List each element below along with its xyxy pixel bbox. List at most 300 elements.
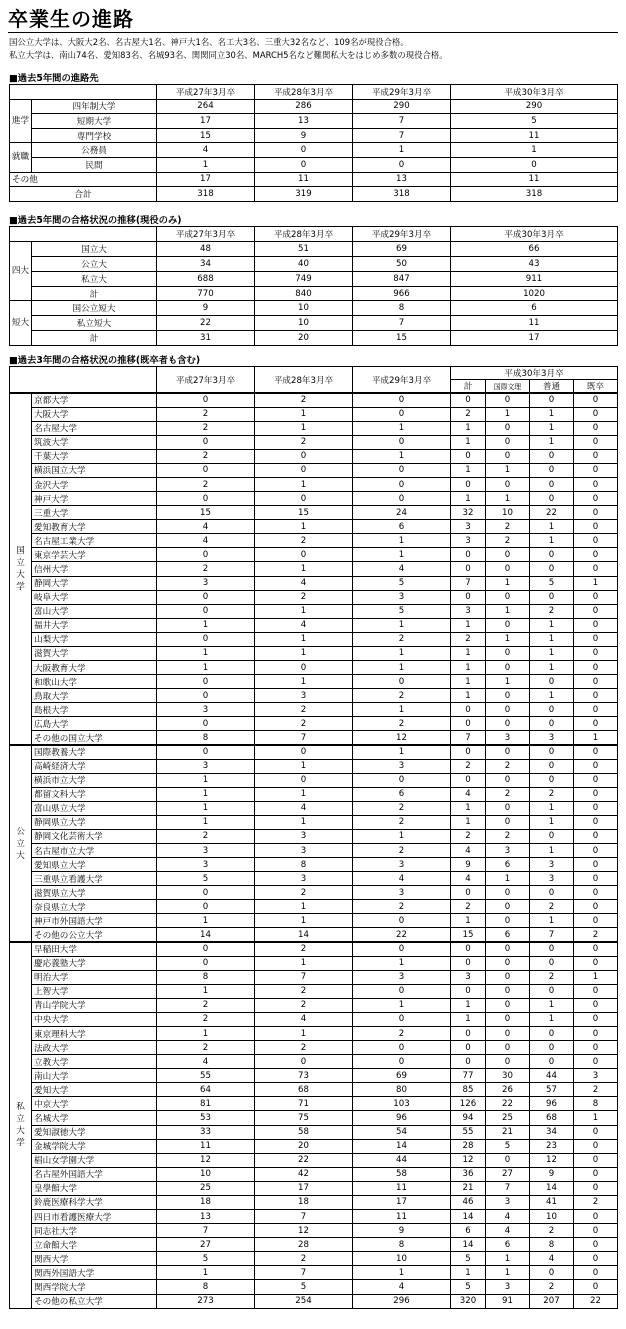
value-cell: 12	[353, 731, 451, 745]
value-cell: 966	[353, 286, 451, 301]
value-cell: 10	[353, 1252, 451, 1266]
value-cell: 22	[157, 316, 255, 331]
value-cell: 3	[486, 1195, 530, 1209]
value-cell: 2	[255, 1252, 353, 1266]
value-cell: 2	[451, 407, 486, 421]
value-cell: 847	[353, 271, 451, 286]
value-cell: 2	[451, 829, 486, 843]
value-cell: 2	[255, 942, 353, 956]
value-cell: 18	[157, 1195, 255, 1209]
value-cell: 0	[451, 562, 486, 576]
value-cell: 1	[353, 1266, 451, 1280]
row-label: 公立大	[32, 256, 157, 271]
value-cell: 318	[157, 187, 255, 202]
value-cell: 2	[157, 562, 255, 576]
value-cell: 0	[157, 492, 255, 506]
value-cell: 0	[255, 463, 353, 477]
row-label: 椙山女学園大学	[32, 1153, 157, 1167]
value-cell: 85	[451, 1083, 486, 1097]
value-cell: 0	[486, 942, 530, 956]
value-cell: 2	[255, 435, 353, 449]
value-cell: 0	[353, 984, 451, 998]
value-cell: 3	[574, 1069, 618, 1083]
header-blank	[10, 367, 157, 394]
value-cell: 0	[486, 562, 530, 576]
value-cell: 40	[255, 256, 353, 271]
value-cell: 2	[157, 998, 255, 1012]
value-cell: 3	[255, 844, 353, 858]
value-cell: 22	[486, 1097, 530, 1111]
value-cell: 7	[353, 128, 451, 143]
value-cell: 0	[574, 1181, 618, 1195]
year-header: 平成29年3月卒	[353, 85, 451, 100]
value-cell: 50	[353, 256, 451, 271]
table-row	[10, 1153, 618, 1167]
value-cell: 0	[574, 689, 618, 703]
table-row	[10, 534, 618, 548]
value-cell: 1	[255, 407, 353, 421]
table-row	[10, 114, 618, 129]
value-cell: 1	[530, 801, 574, 815]
value-cell: 0	[486, 998, 530, 1012]
table-row	[10, 548, 618, 562]
value-cell: 14	[353, 1139, 451, 1153]
value-cell: 17	[353, 1195, 451, 1209]
row-label: 鈴鹿医療科学大学	[32, 1195, 157, 1209]
value-cell: 0	[530, 548, 574, 562]
value-cell: 2	[255, 984, 353, 998]
year-header: 平成28年3月卒	[255, 367, 353, 394]
value-cell: 2	[255, 534, 353, 548]
table-row	[10, 1097, 618, 1111]
value-cell: 94	[451, 1111, 486, 1125]
value-cell: 2	[255, 886, 353, 900]
value-cell: 1	[530, 646, 574, 660]
table-row	[10, 1266, 618, 1280]
value-cell: 1	[486, 872, 530, 886]
value-cell: 12	[255, 1224, 353, 1238]
value-cell: 28	[451, 1139, 486, 1153]
table-row	[10, 1280, 618, 1294]
value-cell: 1	[530, 998, 574, 1012]
table-row	[10, 301, 618, 316]
value-cell: 2	[353, 801, 451, 815]
value-cell: 1	[530, 844, 574, 858]
value-cell: 318	[451, 187, 618, 202]
value-cell: 0	[255, 157, 353, 172]
row-label: 都留文科大学	[32, 787, 157, 801]
value-cell: 126	[451, 1097, 486, 1111]
value-cell: 0	[574, 449, 618, 463]
value-cell: 1	[530, 435, 574, 449]
table-row	[10, 759, 618, 773]
value-cell: 0	[486, 745, 530, 759]
table-row	[10, 1012, 618, 1026]
value-cell: 1	[157, 618, 255, 632]
row-label: 皇學館大学	[32, 1181, 157, 1195]
value-cell: 749	[255, 271, 353, 286]
value-cell: 17	[451, 331, 618, 346]
value-cell: 3	[486, 844, 530, 858]
row-label: 愛知県立大学	[32, 858, 157, 872]
value-cell: 0	[530, 717, 574, 731]
value-cell: 75	[255, 1111, 353, 1125]
group-label: 公立大	[16, 826, 25, 861]
value-cell: 320	[451, 1294, 486, 1308]
value-cell: 0	[486, 717, 530, 731]
value-cell: 5	[530, 576, 574, 590]
value-cell: 0	[530, 477, 574, 491]
value-cell: 7	[255, 970, 353, 984]
table-row	[10, 256, 618, 271]
value-cell: 1	[451, 618, 486, 632]
row-label: 関西外国語大学	[32, 1266, 157, 1280]
value-cell: 2	[353, 815, 451, 829]
table-row	[10, 286, 618, 301]
value-cell: 7	[255, 1266, 353, 1280]
value-cell: 1	[530, 618, 574, 632]
value-cell: 103	[353, 1097, 451, 1111]
value-cell: 1	[486, 407, 530, 421]
value-cell: 17	[255, 1181, 353, 1195]
value-cell: 2	[255, 393, 353, 407]
value-cell: 2	[530, 970, 574, 984]
value-cell: 0	[451, 1041, 486, 1055]
value-cell: 1	[486, 463, 530, 477]
value-cell: 26	[486, 1083, 530, 1097]
year-header: 平成27年3月卒	[157, 227, 255, 242]
three-year-pass-table	[9, 366, 618, 1309]
value-cell: 0	[574, 872, 618, 886]
value-cell: 46	[451, 1195, 486, 1209]
table-row	[10, 520, 618, 534]
value-cell: 13	[255, 114, 353, 129]
row-label: 静岡大学	[32, 576, 157, 590]
value-cell: 0	[530, 1266, 574, 1280]
section1-title: ■過去5年間の進路先	[9, 73, 99, 84]
value-cell: 1	[530, 660, 574, 674]
row-label: 慶応義塾大学	[32, 956, 157, 970]
value-cell: 43	[451, 256, 618, 271]
table-row	[10, 1041, 618, 1055]
value-cell: 0	[353, 463, 451, 477]
row-label: 青山学院大学	[32, 998, 157, 1012]
value-cell: 0	[451, 590, 486, 604]
value-cell: 73	[255, 1069, 353, 1083]
row-label: 計	[32, 286, 157, 301]
value-cell: 1	[353, 449, 451, 463]
value-cell: 4	[255, 576, 353, 590]
table-row	[10, 157, 618, 172]
value-cell: 3	[353, 759, 451, 773]
value-cell: 0	[574, 604, 618, 618]
row-label: 金沢大学	[32, 477, 157, 491]
value-cell: 273	[157, 1294, 255, 1308]
value-cell: 1	[353, 646, 451, 660]
value-cell: 2	[530, 1224, 574, 1238]
value-cell: 1	[451, 815, 486, 829]
value-cell: 0	[486, 801, 530, 815]
value-cell: 0	[530, 956, 574, 970]
table-row	[10, 1027, 618, 1041]
row-label: 明治大学	[32, 970, 157, 984]
table-row	[10, 618, 618, 632]
row-label: 福井大学	[32, 618, 157, 632]
value-cell: 91	[486, 1294, 530, 1308]
value-cell: 0	[451, 886, 486, 900]
value-cell: 0	[574, 435, 618, 449]
value-cell: 0	[530, 463, 574, 477]
value-cell: 2	[486, 759, 530, 773]
value-cell: 4	[157, 534, 255, 548]
value-cell: 3	[451, 970, 486, 984]
group-label: 四大	[11, 266, 30, 277]
value-cell: 0	[530, 886, 574, 900]
group-cell	[10, 241, 32, 301]
value-cell: 54	[353, 1125, 451, 1139]
value-cell: 11	[451, 128, 618, 143]
value-cell: 2	[255, 1041, 353, 1055]
value-cell: 5	[353, 604, 451, 618]
value-cell: 2	[574, 1083, 618, 1097]
value-cell: 0	[353, 914, 451, 928]
table-row	[10, 787, 618, 801]
value-cell: 1	[574, 731, 618, 745]
value-cell: 0	[486, 689, 530, 703]
value-cell: 1	[451, 998, 486, 1012]
row-label: 山梨大学	[32, 632, 157, 646]
value-cell: 0	[486, 914, 530, 928]
value-cell: 0	[574, 745, 618, 759]
value-cell: 0	[574, 1041, 618, 1055]
value-cell: 21	[451, 1181, 486, 1195]
subheader: 既卒	[574, 380, 618, 394]
value-cell: 0	[574, 773, 618, 787]
value-cell: 8	[574, 1097, 618, 1111]
group-cell	[10, 745, 32, 942]
value-cell: 0	[486, 1153, 530, 1167]
table-row	[10, 1252, 618, 1266]
value-cell: 13	[353, 172, 451, 187]
value-cell: 7	[353, 114, 451, 129]
value-cell: 2	[451, 900, 486, 914]
value-cell: 0	[157, 590, 255, 604]
value-cell: 207	[530, 1294, 574, 1308]
value-cell: 0	[451, 984, 486, 998]
table-row	[10, 590, 618, 604]
row-label: 鳥取大学	[32, 689, 157, 703]
value-cell: 0	[157, 942, 255, 956]
value-cell: 0	[451, 393, 486, 407]
value-cell: 96	[530, 1097, 574, 1111]
value-cell: 12	[530, 1153, 574, 1167]
value-cell: 1	[157, 1266, 255, 1280]
value-cell: 1020	[451, 286, 618, 301]
row-label: 滋賀大学	[32, 646, 157, 660]
value-cell: 0	[574, 858, 618, 872]
value-cell: 0	[486, 1012, 530, 1026]
value-cell: 0	[574, 534, 618, 548]
row-label: その他	[10, 172, 157, 187]
value-cell: 1	[530, 632, 574, 646]
group-label: 短大	[11, 318, 30, 329]
value-cell: 3	[157, 858, 255, 872]
group-label: 進学	[11, 115, 30, 126]
value-cell: 0	[451, 773, 486, 787]
value-cell: 1	[451, 646, 486, 660]
table-row	[10, 703, 618, 717]
row-label: 早稲田大学	[32, 942, 157, 956]
table-row	[10, 407, 618, 421]
row-label: 広島大学	[32, 717, 157, 731]
table-row	[10, 1055, 618, 1069]
value-cell: 1	[486, 1252, 530, 1266]
value-cell: 0	[486, 449, 530, 463]
value-cell: 0	[486, 477, 530, 491]
value-cell: 68	[530, 1111, 574, 1125]
value-cell: 1	[451, 421, 486, 435]
value-cell: 0	[157, 548, 255, 562]
value-cell: 0	[451, 548, 486, 562]
current-pass-table	[9, 226, 618, 346]
row-label: 合計	[10, 187, 157, 202]
value-cell: 2	[255, 590, 353, 604]
value-cell: 3	[157, 759, 255, 773]
value-cell: 1	[157, 660, 255, 674]
value-cell: 0	[353, 1055, 451, 1069]
value-cell: 0	[486, 1041, 530, 1055]
value-cell: 27	[157, 1238, 255, 1252]
row-label: 民間	[32, 157, 157, 172]
value-cell: 4	[451, 844, 486, 858]
table-row	[10, 745, 618, 759]
row-label: 関西大学	[32, 1252, 157, 1266]
value-cell: 0	[451, 449, 486, 463]
value-cell: 286	[255, 99, 353, 114]
value-cell: 1	[574, 576, 618, 590]
value-cell: 33	[157, 1125, 255, 1139]
value-cell: 0	[255, 449, 353, 463]
row-label: 和歌山大学	[32, 675, 157, 689]
value-cell: 1	[451, 435, 486, 449]
value-cell: 0	[574, 1280, 618, 1294]
value-cell: 0	[157, 689, 255, 703]
value-cell: 6	[451, 301, 618, 316]
value-cell: 0	[486, 984, 530, 998]
value-cell: 4	[255, 1012, 353, 1026]
value-cell: 9	[353, 1224, 451, 1238]
value-cell: 0	[574, 703, 618, 717]
value-cell: 770	[157, 286, 255, 301]
value-cell: 7	[451, 731, 486, 745]
value-cell: 3	[353, 970, 451, 984]
row-label: 南山大学	[32, 1069, 157, 1083]
value-cell: 30	[486, 1069, 530, 1083]
value-cell: 0	[574, 407, 618, 421]
value-cell: 1	[451, 914, 486, 928]
value-cell: 4	[255, 618, 353, 632]
value-cell: 0	[530, 759, 574, 773]
row-label: 中央大学	[32, 1012, 157, 1026]
value-cell: 4	[157, 143, 255, 158]
value-cell: 3	[530, 858, 574, 872]
value-cell: 3	[255, 829, 353, 843]
value-cell: 0	[486, 548, 530, 562]
table-row	[10, 956, 618, 970]
value-cell: 3	[255, 689, 353, 703]
table-row	[10, 241, 618, 256]
table-row	[10, 449, 618, 463]
value-cell: 0	[486, 773, 530, 787]
value-cell: 0	[486, 393, 530, 407]
career-path-table	[9, 84, 618, 202]
header-row	[10, 227, 618, 242]
value-cell: 1	[255, 477, 353, 491]
value-cell: 12	[451, 1153, 486, 1167]
value-cell: 22	[574, 1294, 618, 1308]
value-cell: 0	[530, 773, 574, 787]
value-cell: 11	[353, 1181, 451, 1195]
value-cell: 1	[255, 956, 353, 970]
table-row	[10, 331, 618, 346]
value-cell: 1	[486, 492, 530, 506]
value-cell: 44	[530, 1069, 574, 1083]
row-label: 東京学芸大学	[32, 548, 157, 562]
value-cell: 1	[157, 984, 255, 998]
value-cell: 0	[574, 1055, 618, 1069]
value-cell: 0	[574, 1224, 618, 1238]
value-cell: 9	[530, 1167, 574, 1181]
page-title: 卒業生の進路	[8, 7, 134, 31]
value-cell: 0	[574, 520, 618, 534]
value-cell: 27	[486, 1167, 530, 1181]
value-cell: 0	[451, 1055, 486, 1069]
value-cell: 1	[451, 143, 618, 158]
value-cell: 23	[530, 1139, 574, 1153]
value-cell: 0	[486, 703, 530, 717]
value-cell: 6	[353, 520, 451, 534]
value-cell: 71	[255, 1097, 353, 1111]
value-cell: 1	[157, 914, 255, 928]
value-cell: 1	[530, 520, 574, 534]
value-cell: 1	[530, 815, 574, 829]
value-cell: 68	[255, 1083, 353, 1097]
value-cell: 18	[255, 1195, 353, 1209]
year-header: 平成28年3月卒	[255, 85, 353, 100]
row-label: 大阪教育大学	[32, 660, 157, 674]
value-cell: 0	[451, 942, 486, 956]
table-row	[10, 689, 618, 703]
value-cell: 0	[486, 590, 530, 604]
title-underline	[8, 32, 618, 33]
table-row	[10, 632, 618, 646]
value-cell: 4	[353, 562, 451, 576]
value-cell: 6	[353, 787, 451, 801]
value-cell: 4	[451, 872, 486, 886]
year-header: 平成30年3月卒	[451, 367, 618, 380]
value-cell: 17	[157, 172, 255, 187]
value-cell: 2	[255, 998, 353, 1012]
value-cell: 2	[157, 1012, 255, 1026]
value-cell: 4	[353, 1280, 451, 1294]
value-cell: 290	[451, 99, 618, 114]
value-cell: 64	[157, 1083, 255, 1097]
year-header: 平成28年3月卒	[255, 227, 353, 242]
value-cell: 58	[353, 1167, 451, 1181]
value-cell: 0	[574, 1210, 618, 1224]
value-cell: 8	[353, 301, 451, 316]
value-cell: 0	[574, 787, 618, 801]
